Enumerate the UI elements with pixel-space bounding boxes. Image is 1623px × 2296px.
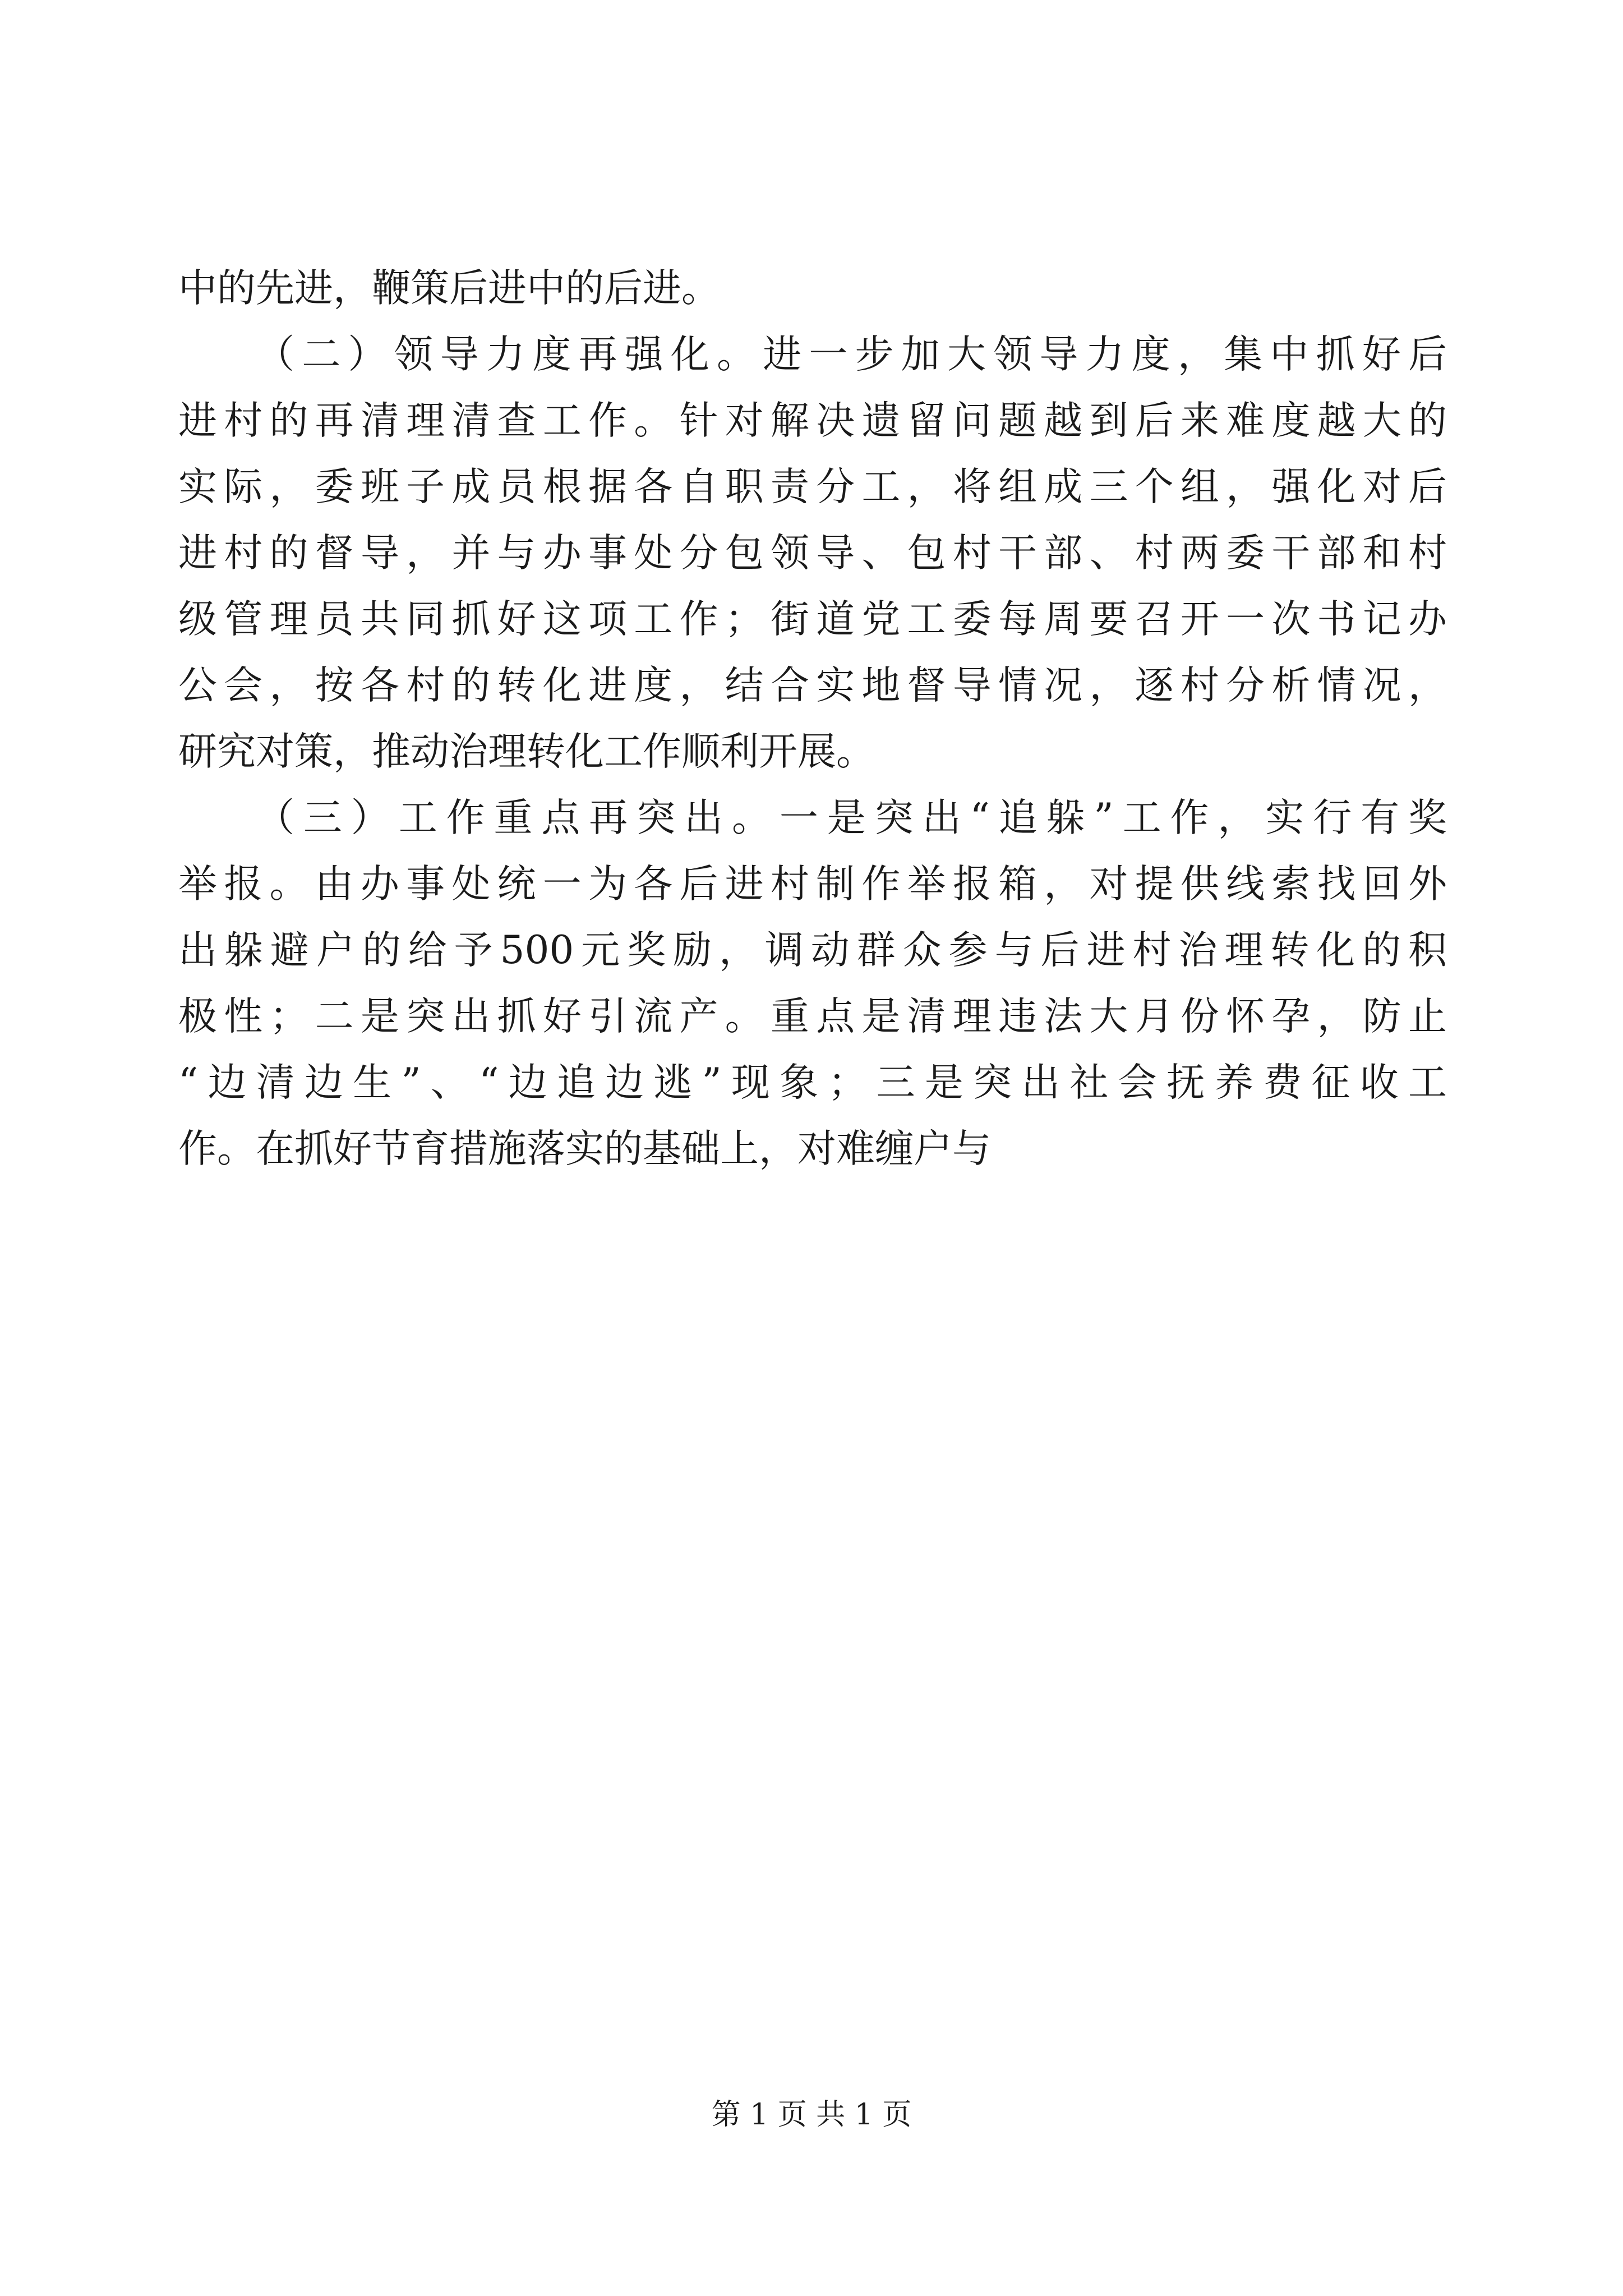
page-number: 第 1 页 共 1 页 <box>711 2098 912 2132</box>
text-line: 公会，按各村的转化进度，结合实地督导情况，逐村分析情况， <box>178 663 1447 708</box>
text-line: 出躲避户的给予500元奖励，调动群众参与后进村治理转化的积 <box>178 928 1447 973</box>
text-line: 作。在抓好节育措施落实的基础上，对难缠户与 <box>178 1126 991 1171</box>
text-line: 进村的督导，并与办事处分包领导、包村干部、村两委干部和村 <box>178 531 1447 576</box>
text-line: 极性；二是突出抓好引流产。重点是清理违法大月份怀孕，防止 <box>178 994 1447 1039</box>
page-footer <box>0 2095 1623 2134</box>
paragraph-2-heading-line: （二）领导力度再强化。进一步加大领导力度，集中抓好后 <box>256 332 1447 377</box>
text-line: 进村的再清理清查工作。针对解决遗留问题越到后来难度越大的 <box>178 398 1447 443</box>
text-line: “边清边生”、“边追边逃”现象；三是突出社会抚养费征收工 <box>178 1060 1447 1105</box>
document-body <box>178 255 1447 1182</box>
text-line: 举报。由办事处统一为各后进村制作举报箱，对提供线索找回外 <box>178 862 1447 907</box>
text-line: 中的先进，鞭策后进中的后进。 <box>178 266 720 311</box>
paragraph-3-heading-line: （三）工作重点再突出。一是突出“追躲”工作，实行有奖 <box>256 795 1447 840</box>
text-line: 实际，委班子成员根据各自职责分工，将组成三个组，强化对后 <box>178 464 1447 509</box>
text-line: 级管理员共同抓好这项工作；街道党工委每周要召开一次书记办 <box>178 597 1447 642</box>
text-line: 研究对策，推动治理转化工作顺利开展。 <box>178 729 875 774</box>
